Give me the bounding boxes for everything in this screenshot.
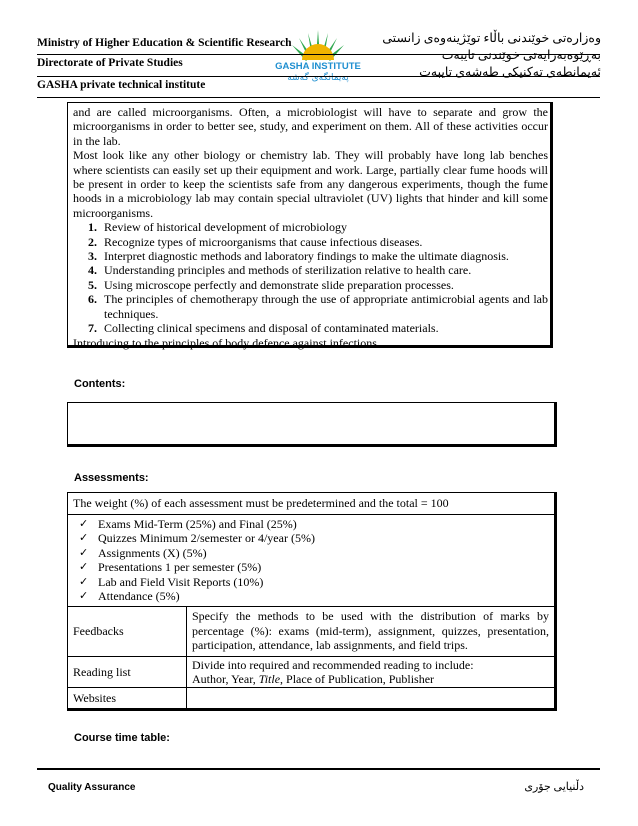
weight-note: The weight (%) of each assessment must be predetermined and the total = 100	[68, 493, 556, 515]
directorate-name-kurdish: بەڕێوەبەرایەتی خوێندنی تایبەت	[441, 48, 601, 62]
assessments-table	[67, 492, 557, 711]
assessments-heading: Assessments:	[74, 472, 149, 484]
header-divider	[37, 97, 600, 98]
table-row	[68, 493, 556, 515]
logo-title: GASHA INSTITUTE	[275, 61, 361, 72]
assessment-list	[73, 517, 549, 603]
assessment-items-cell	[68, 515, 556, 607]
footer-quality-assurance-kurdish: دڵنیایی جۆری	[524, 781, 584, 793]
institute-name-kurdish: ئەیمانطەی تەکنیکی طەشەی تایبەت	[419, 65, 601, 79]
description-paragraph: Most look like any other biology or chemistry lab. They will probably have long lab benches where scientists can easily set up their equipment and work. Large, partially clear fume hoods will be present in order to keep the scientists safe from any dangerous experiments, though the fume hoods in a microbiology lab may contain special ultraviolet (UV) lights that hinder and kill some microorganisms.	[73, 148, 548, 220]
course-timetable-heading: Course time table:	[74, 732, 170, 744]
objective-item: 3. Interpret diagnostic methods and laboratory findings to make the ultimate diagnosis.	[100, 249, 548, 263]
checkmark-icon: ✓	[79, 574, 89, 588]
logo-subtitle: پەیمانگەی گەشە	[287, 73, 349, 83]
list-item: ✓ Assignments (X) (5%)	[79, 545, 207, 560]
table-row	[68, 515, 556, 607]
checkmark-icon: ✓	[79, 589, 89, 603]
institute-name: GASHA private technical institute	[37, 79, 206, 91]
table-row	[68, 607, 556, 656]
reading-list-label: Reading list	[68, 656, 187, 688]
header-right	[382, 30, 601, 81]
objective-item: 5. Using microscope perfectly and demonstrate slide preparation processes.	[100, 278, 548, 292]
websites-value	[187, 688, 556, 710]
objective-item: 1. Review of historical development of microbiology	[100, 220, 548, 234]
objective-item: 2. Recognize types of microorganisms that cause infectious diseases.	[100, 235, 548, 249]
table-row	[68, 688, 556, 710]
list-item: ✓ Presentations 1 per semester (5%)	[79, 560, 262, 575]
table-row	[68, 656, 556, 688]
footer-divider	[37, 768, 600, 770]
objective-item: 7. Collecting clinical specimens and disposal of contaminated materials.	[100, 321, 548, 335]
header-divider	[37, 54, 600, 55]
objective-item: 4. Understanding principles and methods of sterilization relative to health care.	[100, 263, 548, 277]
directorate-name: Directorate of Private Studies	[37, 57, 183, 69]
list-item: ✓ Lab and Field Visit Reports (10%)	[79, 574, 264, 589]
reading-list-text: Divide into required and recommended reading to include: Author, Year, Title, Place of Publication, Publisher	[187, 656, 556, 688]
ministry-name-kurdish: وەزارەتی خوێندنی باڵاء توێژینەوەی زانستی	[382, 31, 601, 45]
ministry-name: Ministry of Higher Education & Scientific Research	[37, 37, 292, 49]
list-item: ✓ Exams Mid-Term (25%) and Final (25%)	[79, 517, 297, 531]
checkmark-icon: ✓	[79, 560, 89, 574]
contents-box	[67, 402, 557, 447]
objective-item: 6. The principles of chemotherapy through the use of appropriate antimicrobial agents and lab techniques.	[100, 292, 548, 321]
checkmark-icon: ✓	[79, 517, 89, 530]
description-paragraph: and are called microorganisms. Often, a microbiologist will have to separate and grow the microorganisms in order to better see, study, and experiment on them. All of these activities occur in the lab.	[73, 105, 548, 148]
feedbacks-label: Feedbacks	[68, 607, 187, 656]
checkmark-icon: ✓	[79, 545, 89, 559]
websites-label: Websites	[68, 688, 187, 710]
footer-quality-assurance: Quality Assurance	[48, 782, 136, 793]
header-divider	[37, 76, 600, 77]
course-description-box	[67, 102, 553, 348]
feedbacks-text: Specify the methods to be used with the distribution of marks by percentage (%): exams (mid-term), assignment, quizzes, presentation, participation, attendance, lab assignments, and field trips.	[187, 607, 556, 656]
objectives-list	[73, 220, 548, 335]
closing-line: Introducing to the principles of body defence against infections.	[73, 335, 380, 350]
list-item: ✓ Attendance (5%)	[79, 589, 180, 604]
list-item: ✓ Quizzes Minimum 2/semester or 4/year (5%)	[79, 531, 315, 546]
checkmark-icon: ✓	[79, 531, 89, 545]
contents-heading: Contents:	[74, 378, 126, 390]
